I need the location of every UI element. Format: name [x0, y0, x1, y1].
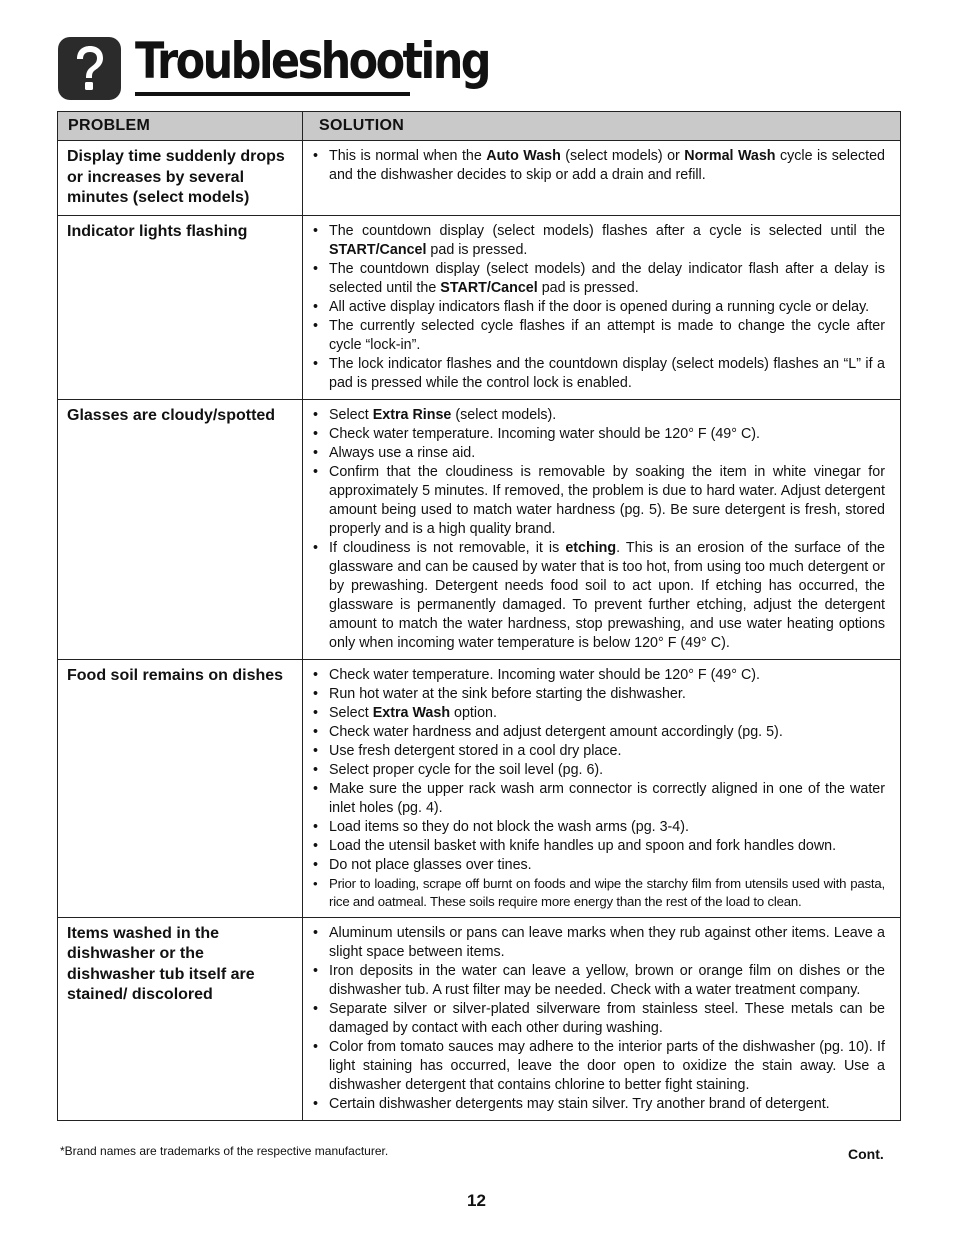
solution-item [311, 425, 885, 444]
solution-item [311, 856, 885, 875]
solution-list [311, 147, 885, 185]
solution-item [311, 685, 885, 704]
problem-cell: Food soil remains on dishes [58, 659, 303, 917]
solution-list [311, 222, 885, 393]
solution-text: pad is pressed. [537, 279, 639, 296]
solution-item [311, 317, 885, 355]
problem-cell: Glasses are cloudy/spotted [58, 399, 303, 659]
solution-text: . This is an erosion of the surface of the glassware and can be caused by water that is too hot, from using too much detergent or by prewashing. Detergent needs food soil to act upon. If etching has occurred, the glassware is permanently damaged. To prevent further etching, adjust the detergent amount to match the water hardness, stop prewashing, and use water heating options only when incoming water temperature is below 120° F (49° C). [329, 539, 885, 651]
solution-item [311, 780, 885, 818]
solution-text: Aluminum utensils or pans can leave marks when they rub against other items. Leave a slight space between items. [329, 924, 885, 960]
solution-text: Make sure the upper rack wash arm connector is correctly aligned in one of the water inlet holes (pg. 4). [329, 780, 885, 816]
table-row [58, 215, 901, 399]
solution-item [311, 837, 885, 856]
solution-emphasis: Auto Wash [486, 148, 561, 164]
solution-item [311, 723, 885, 742]
solution-text: Load the utensil basket with knife handles up and spoon and fork handles down. [329, 837, 837, 854]
solution-item [311, 147, 885, 185]
trademark-footnote: *Brand names are trademarks of the respective manufacturer. [60, 1144, 389, 1158]
solution-text: Do not place glasses over tines. [329, 856, 532, 873]
troubleshooting-table [57, 111, 901, 1121]
solution-text: Always use a rinse aid. [329, 444, 476, 461]
solution-text: Separate silver or silver-plated silverware from stainless steel. These metals can be damaged by contact with each other during washing. [329, 1000, 885, 1036]
solution-text: The countdown display (select models) and the delay indicator flash after a delay is selected until the [329, 260, 885, 296]
solution-item [311, 666, 885, 685]
solution-text: Select proper cycle for the soil level (pg. 6). [329, 761, 604, 778]
solution-item [311, 875, 885, 911]
solution-text: cycle is selected and the dishwasher decides to skip or add a drain and refill. [329, 148, 885, 183]
solution-text: The currently selected cycle flashes if an attempt is made to change the cycle after cycle “lock-in”. [329, 317, 885, 353]
problem-cell: Display time suddenly drops or increases by several minutes (select models) [58, 141, 303, 216]
solution-text: Check water temperature. Incoming water should be 120° F (49° C). [329, 666, 761, 683]
solution-list [311, 406, 885, 653]
question-mark-icon [58, 37, 121, 100]
solution-item [311, 742, 885, 761]
solution-text: Color from tomato sauces may adhere to the interior parts of the dishwasher (pg. 10). If light staining has occurred, leave the door open to oxidize the stain away. Use a dishwasher detergent that contains chlorine to better fight staining. [329, 1038, 885, 1093]
problem-cell: Indicator lights flashing [58, 215, 303, 399]
solution-text: This is normal when the [329, 148, 487, 164]
solution-emphasis: Normal Wash [684, 148, 776, 164]
solution-item [311, 406, 885, 425]
solution-emphasis: Extra Rinse [372, 406, 452, 423]
table-row [58, 917, 901, 1120]
solution-text: pad is pressed. [426, 241, 528, 258]
solution-cell [303, 917, 901, 1120]
page-number: 12 [467, 1191, 486, 1210]
solution-text: Check water temperature. Incoming water should be 120° F (49° C). [329, 425, 761, 442]
solution-text: The lock indicator flashes and the countdown display (select models) flashes an “L” if a pad is pressed while the control lock is enabled. [329, 355, 885, 391]
solution-item [311, 704, 885, 723]
solution-item [311, 463, 885, 539]
solution-cell [303, 215, 901, 399]
solution-item [311, 260, 885, 298]
solution-text: All active display indicators flash if the door is opened during a running cycle or delay. [329, 298, 870, 315]
solution-text: Certain dishwasher detergents may stain silver. Try another brand of detergent. [329, 1095, 830, 1112]
solution-text: Load items so they do not block the wash arms (pg. 3-4). [329, 818, 689, 835]
solution-item [311, 539, 885, 653]
solution-item [311, 1038, 885, 1095]
solution-item [311, 222, 885, 260]
solution-item [311, 962, 885, 1000]
solution-emphasis: Extra Wash [372, 704, 451, 721]
solution-item [311, 1095, 885, 1114]
page-title: Troubleshooting [135, 32, 489, 90]
solution-text: Confirm that the cloudiness is removable by soaking the item in white vinegar for approximately 5 minutes. If removed, the problem is due to hard water. Adjust detergent amount being used to match water hardness (pg. 5). Be sure detergent is fresh, stored properly and is a high quality brand. [329, 463, 885, 537]
solution-text: If cloudiness is not removable, it is [329, 539, 566, 556]
page-header [58, 32, 489, 102]
title-underline [135, 92, 410, 96]
solution-emphasis: START/Cancel [440, 279, 538, 296]
solution-cell [303, 659, 901, 917]
column-header-solution: SOLUTION [303, 112, 901, 141]
solution-text: Iron deposits in the water can leave a yellow, brown or orange film on dishes or the dishwasher tub. A rust filter may be needed. Check with a water treatment company. [329, 962, 885, 998]
solution-emphasis: etching [565, 539, 617, 556]
solution-item [311, 818, 885, 837]
solution-cell [303, 399, 901, 659]
solution-cell [303, 141, 901, 216]
table-header-row [58, 112, 901, 141]
problem-cell: Items washed in the dishwasher or the dishwasher tub itself are stained/ discolored [58, 917, 303, 1120]
solution-list [311, 666, 885, 911]
solution-item [311, 355, 885, 393]
table-row [58, 141, 901, 216]
table-row [58, 399, 901, 659]
solution-item [311, 298, 885, 317]
solution-item [311, 1000, 885, 1038]
solution-text: option. [450, 704, 497, 721]
solution-text: (select models) or [560, 148, 685, 164]
solution-item [311, 444, 885, 463]
solution-text: Check water hardness and adjust detergent amount accordingly (pg. 5). [329, 723, 783, 740]
solution-text: (select models). [451, 406, 557, 423]
solution-text: Select [329, 704, 373, 721]
solution-item [311, 761, 885, 780]
solution-text: The countdown display (select models) flashes after a cycle is selected until the [329, 222, 885, 239]
solution-text: Select [329, 406, 373, 423]
continued-label: Cont. [848, 1146, 884, 1162]
column-header-problem: PROBLEM [58, 112, 303, 141]
solution-text: Run hot water at the sink before starting the dishwasher. [329, 685, 686, 702]
table-row [58, 659, 901, 917]
solution-text: Prior to loading, scrape off burnt on foods and wipe the starchy film from utensils used with pasta, rice and oatmeal. These soils require more energy than the rest of the load to clean. [329, 875, 885, 909]
solution-emphasis: START/Cancel [329, 241, 427, 258]
solution-text: Use fresh detergent stored in a cool dry place. [329, 742, 622, 759]
solution-item [311, 924, 885, 962]
solution-list [311, 924, 885, 1114]
